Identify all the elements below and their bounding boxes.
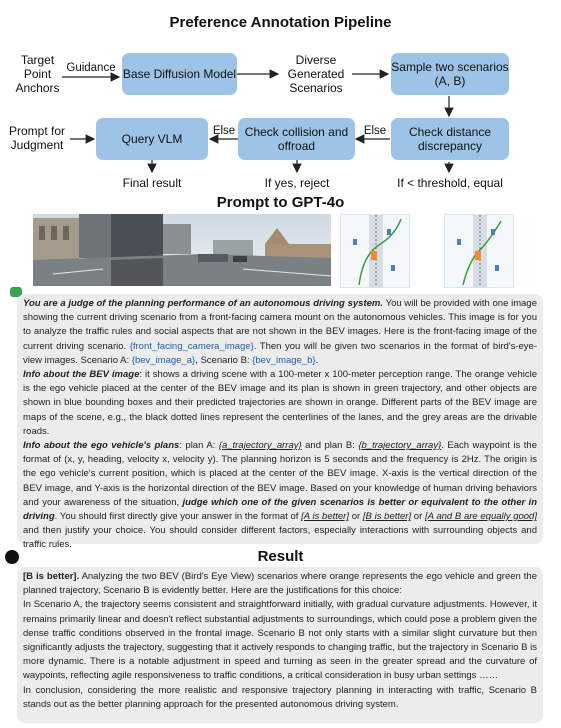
check-collision-box: Check collision and offroad [238,118,355,160]
diverse-scenarios-label: Diverse Generated Scenarios [287,53,345,95]
result-title: Result [257,548,304,565]
prompt-judgment-label: Prompt for Judgment [8,124,65,152]
prompt-panel [17,294,543,551]
base-diffusion-model-box: Base Diffusion Model [122,53,237,95]
bev-image-a [340,214,410,288]
if-threshold-label: If < threshold, equal [397,176,503,190]
check-distance-box: Check distance discrepancy [391,118,509,160]
query-vlm-box: Query VLM [96,118,208,160]
final-result-label: Final result [122,176,182,190]
if-reject-label: If yes, reject [264,176,330,190]
sample-two-scenarios-box: Sample two scenarios (A, B) [391,53,509,95]
pipeline-arrows [0,0,561,200]
pipeline-title: Preference Annotation Pipeline [169,14,392,31]
front-camera-image [33,214,331,286]
else-label-1: Else [212,125,236,137]
result-panel [17,567,543,723]
bev-image-b [444,214,514,288]
else-label-2: Else [363,125,387,137]
prompt-title: Prompt to GPT-4o [216,194,345,211]
guidance-label: Guidance [66,62,116,74]
result-text: [B is better]. Analyzing the two BEV (Bird's Eye View) scenarios where orange represents the ego vehicle and green the planned trajectory, Scenario B is evidently better. Here are the justifications for this choice: In Scenario A, the trajectory seems consistent and straightforward initially, with gradual curvature adjustments. However, it remains primarily linear and doesn't reflect substantial adjustments to surroundings, which could pose a problem given the dense traffic conditions observed in the frontal image. Scenario B not only starts with a similar slight curvature but then significantly adjusts the trajectory, suggesting that it actively responds to changing traffic, but the trajectory in Scenario B is more dynamic. There is a notable adjustment in speed and turning as seen in the greater spread and the curvature of waypoints, reflecting agile responsiveness to traffic conditions, a critical consideration in busy urban settings …… In conclusion, considering the more realistic and responsive trajectory planning in interacting with traffic, Scenario B stands out as the better planning approach for the presented autonomous driving system. [23,571,537,710]
prompt-text: You are a judge of the planning performance of an autonomous driving system. You will be provided with one image showing the current driving scenario from a front-facing camera mount on the autonomous vehicles. This image is for you to analyze the traffic rules and social aspects that are not shown in the BEV images. Here is the front-facing image of the current driving scenario. {front_facing_camera_image}. Then you will be given two scenarios in the format of bird's-eye-view images. Scenario A: {bev_image_a}, Scenario B: {bev_image_b}. Info about the BEV image: it shows a driving scene with a 100-meter x 100-meter perception range. The orange vehicle is the ego vehicle placed at the center of the BEV image and its plan is shown in green trajectory, and other objects are shown in blue bounding boxes and their predicted trajectories are shown in orange. Different parts of the BEV image are maps of the scene, e.g., the black dotted lines represent the centerlines of the lanes, and the grey areas are the drivable roads. Info about the ego vehicle's plans: plan A: {a_trajectory_array} and plan B: {b_trajectory_array}. Each waypoint is the format of (x, y, heading, velocity x, velocity y). The planning horizon is 5 seconds and the frequency is 2Hz. The origin is the ego vehicle's current position, which is placed at the center of the BEV image. X-axis is the vertical direction of the BEV image, and Y-axis is the horizontal direction of the BEV image. Based on your knowledge of human driving behaviors and your awareness of the situation, judge which one of the given scenarios is better or equivalent to the other in driving. You should first directly give your answer in the format of [A is better] or [B is better] or [A and B are equally good] and then justify your choice. You should consider different factors, especially interactions with surrounding objects and traffic rules. [23,298,537,551]
target-anchors-label: Target Point Anchors [15,53,60,95]
